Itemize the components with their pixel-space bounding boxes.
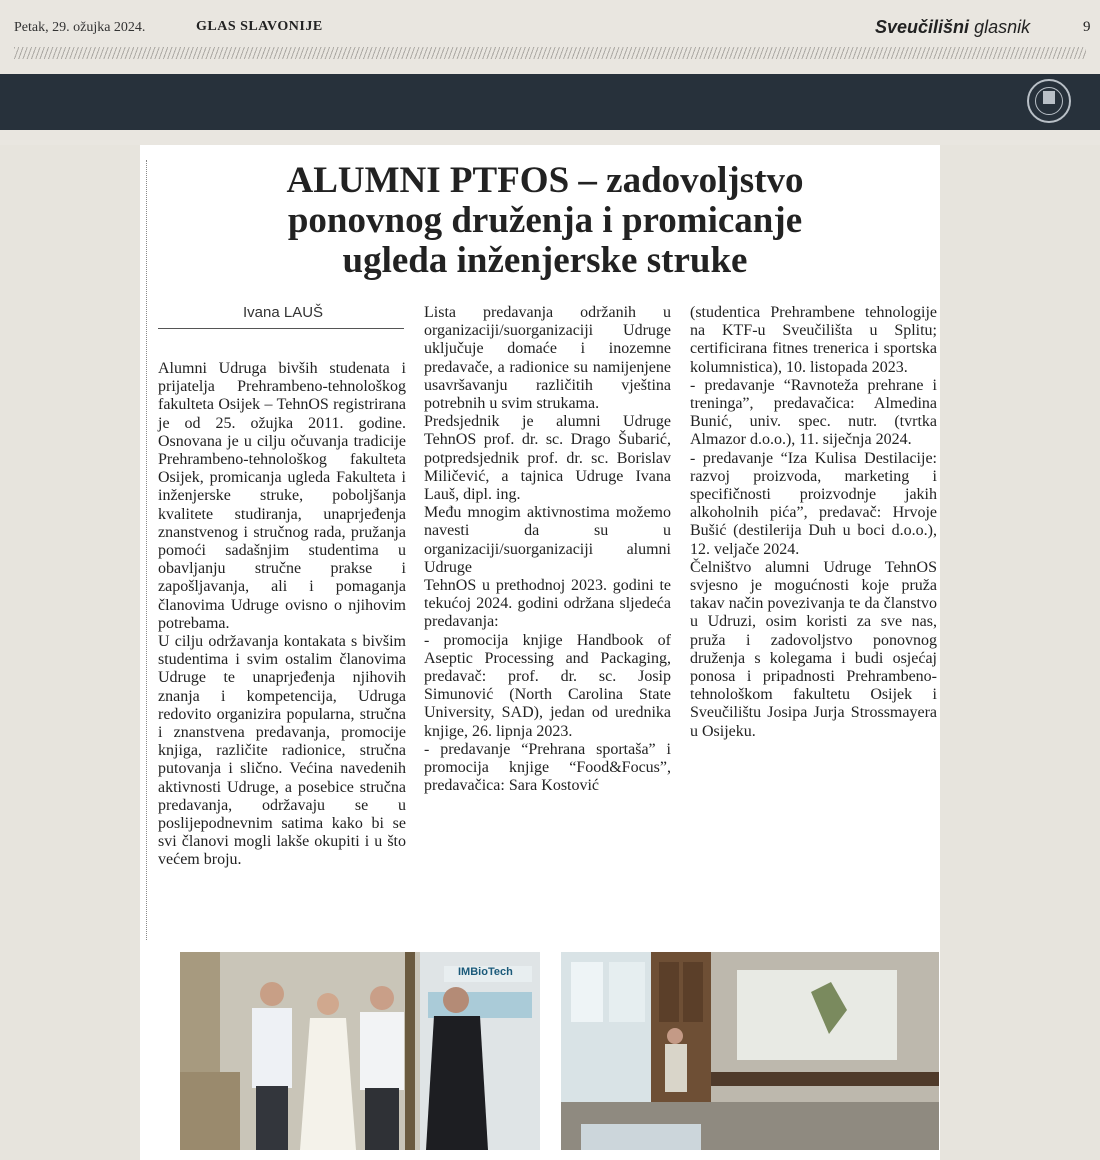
lecture-photo-art [561, 952, 939, 1150]
article-column-2: Lista predavanja održanih u organizaciji/suorganizaciji Udruge uključuje domaće i inozemne predavače, a radionice su namijenjene usavršavanju različitih vještina potrebnih u svim strukama. Predsjednik je alumni Udruge TehnOS prof. dr. sc. Drago Šubarić, potpredsjednik prof. dr. sc. Borislav Miličević, a tajnica Udruge Ivana Lauš, dipl. ing. Među mnogim aktivnostima možemo navesti da su u organizaciji/suorganizaciji alumni Udruge TehnOS u prethodnoj 2023. godini te tekućoj 2024. godini održana sljedeća predavanja: - promocija knjige Handbook of Aseptic Processing and Packaging, predavač: prof. dr. sc. Josip Simunović (North Carolina State University, SAD), jedan od urednika knjige, 26. lipnja 2023. - predavanje “Prehrana sportaša” i promocija knjige “Food&Focus”, predavačica: Sara Kostović [424, 304, 671, 795]
lecture-photo [561, 952, 939, 1150]
section-title [875, 17, 1030, 38]
headline-line-2: ponovnog druženja i promicanje [287, 200, 803, 241]
article-column-3: (studentica Prehrambene tehnologije na KTF-u Sveučilišta u Splitu; certificirana fitnes trenerica i sportska kolumnistica), 10. listopada 2023. - predavanje “Ravnoteža prehrane i treninga”, predavačica: Almedina Bunić, univ. spec. nutr. (tvrtka Almazor d.o.o.), 11. siječnja 2024. - predavanje “Iza Kulisa Destilacije: razvoj proizvoda, marketing i specifičnosti proizvodnje jakih alkoholnih pića”, predavač: Hrvoje Bušić (destilerija Duh u boci d.o.o.), 12. veljače 2024. Čelništvo alumni Udruge TehnOS svjesno je mogućnosti koje pruža takav način povezivanja te da članstvo u Udruzi, osim koristi za sve nas, pruža i zadovoljstvo ponovnog druženja s kolegama i budi osjećaj ponosa i pripadnosti Prehrambeno-tehnološkom fakultetu Osijek i Sveučilištu Josipa Jurja Strossmayera u Osijeku. [690, 304, 937, 740]
headline-line-3: ugleda inženjerske struke [342, 240, 748, 281]
section-title-bold: Sveučilišni [875, 17, 970, 37]
byline-rule [158, 328, 404, 329]
issue-date: Petak, 29. ožujka 2024. [14, 20, 146, 35]
group-photo [180, 952, 540, 1150]
adjacent-page-left [0, 145, 140, 1160]
article-column-1: Alumni Udruga bivših studenata i prijatelja Prehrambeno-tehnološkog fakulteta Osijek – TehnOS registrirana je od 25. ožujka 2011. godine. Osnovana je u cilju očuvanja tradicije Prehrambeno-tehnološkog fakulteta Osijek, promicanja ugleda Fakulteta i inženjerske struke, poboljšanja kvalitete studiranja, unaprjeđenja znanstvenog i stručnog rada, pružanja pomoći sadašnjim studentima u obavljanju stručne prakse i zapošljavanja, ali i pomaganja članovima Udruge ovisno o njihovim potrebama. U cilju održavanja kontakata s bivšim studentima i svim ostalim članovima Udruge te unaprjeđenja njihovih znanja i kompetencija, Udruga redovito organizira popularna, stručna i znanstvena predavanja, promocije knjiga, različite radionice, stručna putovanja i slično. Većina navedenih aktivnosti Udruge, a posebice stručna predavanja, održavaju se u poslijepodnevnim satima kako bi se svi članovi mogli lakše okupiti i u što većem broju. [158, 360, 406, 869]
section-band [0, 74, 1100, 130]
column-divider [146, 160, 148, 940]
headline-line-1: ALUMNI PTFOS – zadovoljstvo [286, 160, 804, 201]
hatch-divider [14, 47, 1086, 59]
page-number: 9 [1083, 19, 1091, 35]
banner-logo: IMBioTech [458, 966, 513, 978]
section-title-italic: glasnik [974, 17, 1031, 37]
newspaper-name: GLAS SLAVONIJE [196, 19, 323, 34]
seal-tower-icon [1043, 91, 1055, 104]
adjacent-page-right [940, 145, 1100, 1160]
article-headline [150, 161, 940, 281]
article-byline: Ivana LAUŠ [243, 304, 324, 321]
university-seal-icon [1027, 79, 1071, 123]
group-photo-art [180, 952, 540, 1150]
